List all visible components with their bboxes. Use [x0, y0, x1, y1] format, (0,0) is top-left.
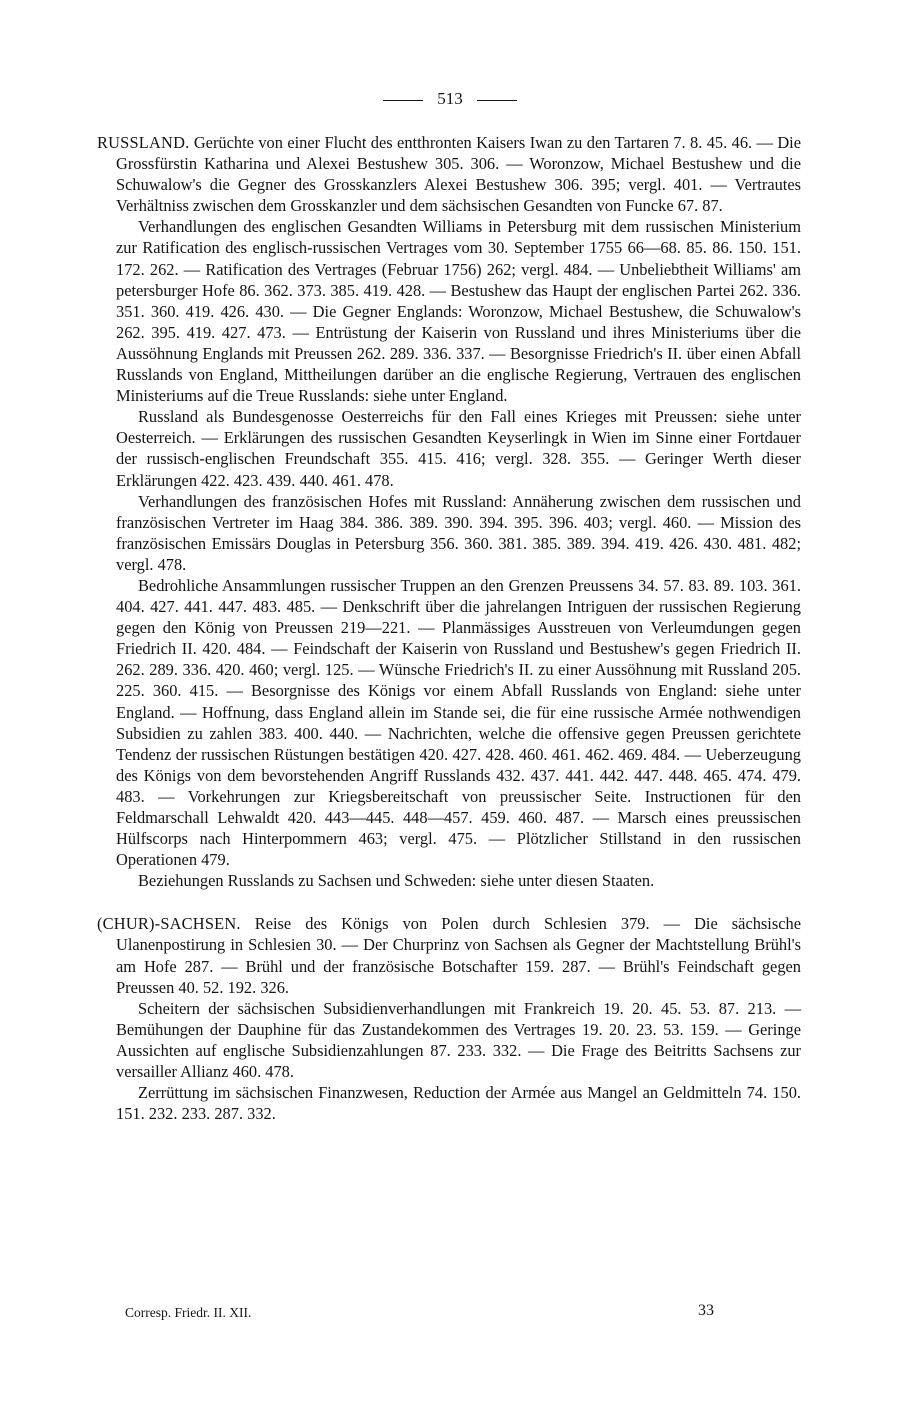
- entry-paragraph: Zerrüttung im sächsischen Finanzwesen, Reduction der Armée aus Mangel an Geldmitteln 74. 150. 151. 232. 233. 287. 332.: [116, 1083, 801, 1124]
- header-rule-right: [477, 100, 517, 101]
- entry-paragraph: Russland als Bundesgenosse Oesterreichs für den Fall eines Krieges mit Preussen: siehe unter Oesterreich. — Erklärungen des russischen Gesandten Keyserlingk in Wien im Sinne einer Fortdauer der russisch-englischen Freundschaft 355. 415. 416; vergl. 328. 355. — Geringer Werth dieser Erklärungen 422. 423. 439. 440. 461. 478.: [116, 407, 801, 490]
- index-entry-sachsen: [97, 913, 801, 1124]
- header-rule-left: [383, 100, 423, 101]
- footer-signature: 33: [698, 1302, 714, 1319]
- entry-paragraph: Verhandlungen des englischen Gesandten Williams in Petersburg mit dem russischen Ministerium zur Ratification des englisch-russischen Vertrages vom 30. September 1755 66—68. 85. 86. 150. 151. 172. 262. — Ratification des Vertrages (Februar 1756) 262; vergl. 484. — Unbeliebtheit Williams' am petersburger Hofe 86. 362. 373. 385. 419. 428. — Bestushew das Haupt der englischen Partei 262. 336. 351. 360. 419. 426. 430. — Die Gegner Englands: Woronzow, Michael Bestushew, die Schuwalow's 262. 395. 419. 427. 473. — Entrüstung der Kaiserin von Russland und ihres Ministeriums über die Aussöhnung Englands mit Preussen 262. 289. 336. 337. — Besorgnisse Friedrich's II. über einen Abfall Russlands von England, Mittheilungen darüber an die englische Regierung, Vertrauen des englischen Ministeriums auf die Treue Russlands: siehe unter England.: [116, 217, 801, 406]
- page-number: 513: [437, 89, 463, 108]
- entry-paragraph: Beziehungen Russlands zu Sachsen und Schweden: siehe unter diesen Staaten.: [138, 871, 655, 891]
- index-entry-russland: [97, 132, 801, 891]
- entry-heading: RUSSLAND.: [97, 133, 190, 152]
- footer-source: Corresp. Friedr. II. XII.: [125, 1305, 252, 1320]
- index-body: [97, 132, 801, 1124]
- entry-paragraph: Bedrohliche Ansammlungen russischer Truppen an den Grenzen Preussens 34. 57. 83. 89. 103. 361. 404. 427. 441. 447. 483. 485. — Denkschrift über die jahrelangen Intriguen der russischen Regierung gegen den König von Preussen 219—221. — Planmässiges Ausstreuen von Verleumdungen gegen Friedrich II. 420. 484. — Feindschaft der Kaiserin von Russland und Bestushew's gegen Friedrich II. 262. 289. 336. 420. 460; vergl. 125. — Wünsche Friedrich's II. zu einer Aussöhnung mit Russland 205. 225. 360. 415. — Besorgnisse des Königs vor einem Abfall Russlands von England: siehe unter England. — Hoffnung, dass England allein im Stande sei, die für eine russische Armée nothwendigen Subsidien zu zahlen 383. 400. 440. — Nachrichten, welche die offensive gegen Preussen gerichtete Tendenz der russischen Rüstungen bestätigen 420. 427. 428. 460. 461. 462. 469. 484. — Ueberzeugung des Königs von dem bevorstehenden Angriff Russlands 432. 437. 441. 442. 447. 448. 465. 474. 479. 483. — Vorkehrungen zur Kriegsbereitschaft von preussischer Seite. Instructionen für den Feldmarschall Lehwaldt 420. 443—445. 448—457. 459. 460. 487. — Marsch eines preussischen Hülfscorps nach Hinterpommern 463; vergl. 475. — Plötzlicher Stillstand in den russischen Operationen 479.: [116, 575, 801, 870]
- entry-heading: (CHUR)-SACHSEN.: [97, 914, 241, 934]
- entry-text: Reise des Königs von Polen durch Schlesien 379. — Die sächsische Ulanenpostirung in Schlesien 30. — Der Churprinz von Sachsen als Gegner der Machtstellung Brühl's am Hofe 287. — Brühl und der französische Botschafter 159. 287. — Brühl's Feindschaft gegen Preussen 40. 52. 192. 326.: [116, 914, 801, 997]
- entry-paragraph: [97, 913, 801, 997]
- entry-paragraph: Scheitern der sächsischen Subsidienverhandlungen mit Frankreich 19. 20. 45. 53. 87. 213. — Bemühungen der Dauphine für das Zustandekommen des Vertrages 19. 20. 23. 53. 159. — Geringe Aussichten auf englische Subsidienzahlungen 87. 233. 332. — Die Frage des Beitritts Sachsens zur versailler Allianz 460. 478.: [116, 998, 801, 1082]
- entry-text: Gerüchte von einer Flucht des entthronten Kaisers Iwan zu den Tartaren 7. 8. 45. 46. — Die Grossfürstin Katharina und Alexei Bestushew 305. 306. — Woronzow, Michael Bestushew und die Schuwalow's die Gegner des Grosskanzlers Alexei Bestushew 306. 395; vergl. 401. — Vertrautes Verhältniss zwischen dem Grosskanzler und dem sächsischen Gesandten von Funcke 67. 87.: [116, 133, 801, 216]
- entry-paragraph: Verhandlungen des französischen Hofes mit Russland: Annäherung zwischen dem russischen und französischen Vertreter im Haag 384. 386. 389. 390. 394. 395. 396. 403; vergl. 460. — Mission des französischen Emissärs Douglas in Petersburg 356. 360. 381. 385. 389. 394. 419. 426. 430. 481. 482; vergl. 478.: [116, 491, 801, 574]
- entry-paragraph: [97, 132, 801, 216]
- page-header: [0, 88, 900, 109]
